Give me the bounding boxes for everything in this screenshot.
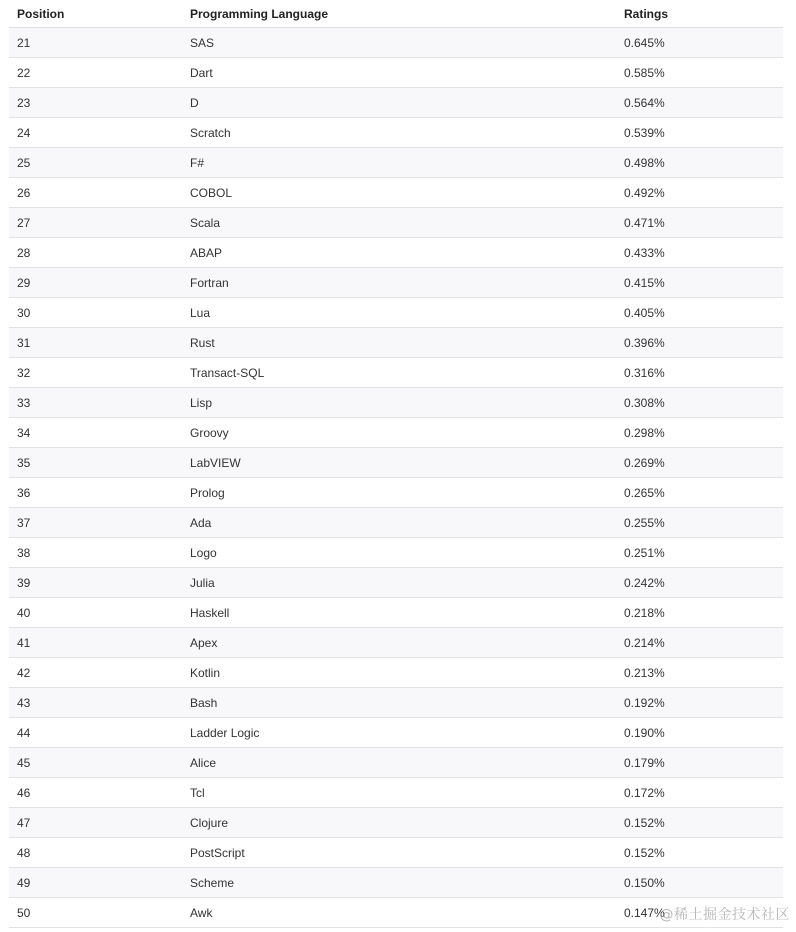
cell-rating: 0.396% bbox=[624, 335, 665, 350]
cell-language: Fortran bbox=[190, 275, 229, 290]
cell-rating: 0.172% bbox=[624, 785, 665, 800]
cell-language: Scala bbox=[190, 215, 221, 230]
header-position[interactable]: Position bbox=[17, 6, 65, 21]
cell-language: D bbox=[190, 95, 199, 110]
cell-language: Awk bbox=[190, 905, 213, 920]
cell-rating: 0.269% bbox=[624, 455, 665, 470]
table-row bbox=[9, 118, 783, 148]
cell-position: 47 bbox=[17, 815, 31, 830]
cell-language: Haskell bbox=[190, 605, 230, 620]
cell-rating: 0.405% bbox=[624, 305, 665, 320]
table-row bbox=[9, 538, 783, 568]
cell-language: Ladder Logic bbox=[190, 725, 260, 740]
cell-position: 45 bbox=[17, 755, 31, 770]
table-row bbox=[9, 808, 783, 838]
cell-rating: 0.152% bbox=[624, 815, 665, 830]
watermark: @稀土掘金技术社区 bbox=[659, 907, 790, 923]
cell-language: Logo bbox=[190, 545, 217, 560]
cell-language: Julia bbox=[190, 575, 215, 590]
cell-position: 38 bbox=[17, 545, 31, 560]
cell-rating: 0.251% bbox=[624, 545, 665, 560]
cell-rating: 0.242% bbox=[624, 575, 665, 590]
cell-language: Alice bbox=[190, 755, 217, 770]
table-row bbox=[9, 448, 783, 478]
cell-rating: 0.214% bbox=[624, 635, 665, 650]
cell-position: 49 bbox=[17, 875, 31, 890]
cell-language: Tcl bbox=[190, 785, 205, 800]
cell-rating: 0.218% bbox=[624, 605, 665, 620]
cell-position: 21 bbox=[17, 35, 31, 50]
cell-language: PostScript bbox=[190, 845, 245, 860]
table-row bbox=[9, 28, 783, 58]
cell-position: 28 bbox=[17, 245, 31, 260]
table-row bbox=[9, 238, 783, 268]
cell-language: Bash bbox=[190, 695, 218, 710]
cell-rating: 0.213% bbox=[624, 665, 665, 680]
cell-position: 27 bbox=[17, 215, 31, 230]
cell-language: Prolog bbox=[190, 485, 225, 500]
cell-rating: 0.471% bbox=[624, 215, 665, 230]
cell-position: 50 bbox=[17, 905, 31, 920]
cell-position: 22 bbox=[17, 65, 31, 80]
table-row bbox=[9, 148, 783, 178]
cell-position: 33 bbox=[17, 395, 31, 410]
cell-language: SAS bbox=[190, 35, 215, 50]
ratings-table bbox=[9, 0, 783, 928]
cell-language: Ada bbox=[190, 515, 212, 530]
table-row bbox=[9, 778, 783, 808]
cell-position: 43 bbox=[17, 695, 31, 710]
table-row bbox=[9, 718, 783, 748]
table-row bbox=[9, 268, 783, 298]
table-row bbox=[9, 58, 783, 88]
cell-position: 34 bbox=[17, 425, 31, 440]
table-header-row bbox=[9, 0, 783, 28]
table-row bbox=[9, 508, 783, 538]
cell-language: Scheme bbox=[190, 875, 235, 890]
cell-rating: 0.190% bbox=[624, 725, 665, 740]
header-ratings[interactable]: Ratings bbox=[624, 6, 669, 21]
cell-position: 39 bbox=[17, 575, 31, 590]
cell-rating: 0.308% bbox=[624, 395, 665, 410]
table-row bbox=[9, 598, 783, 628]
cell-position: 30 bbox=[17, 305, 31, 320]
cell-position: 25 bbox=[17, 155, 31, 170]
table-row bbox=[9, 658, 783, 688]
table-row bbox=[9, 478, 783, 508]
cell-language: Transact-SQL bbox=[190, 365, 265, 380]
table-row bbox=[9, 328, 783, 358]
cell-position: 26 bbox=[17, 185, 31, 200]
table-row bbox=[9, 388, 783, 418]
cell-rating: 0.298% bbox=[624, 425, 665, 440]
cell-rating: 0.147% bbox=[624, 905, 665, 920]
cell-language: LabVIEW bbox=[190, 455, 241, 470]
table-row bbox=[9, 688, 783, 718]
cell-position: 37 bbox=[17, 515, 31, 530]
table-row bbox=[9, 358, 783, 388]
cell-rating: 0.492% bbox=[624, 185, 665, 200]
cell-rating: 0.179% bbox=[624, 755, 665, 770]
cell-rating: 0.316% bbox=[624, 365, 665, 380]
cell-language: Kotlin bbox=[190, 665, 221, 680]
cell-language: Apex bbox=[190, 635, 218, 650]
cell-position: 29 bbox=[17, 275, 31, 290]
cell-rating: 0.498% bbox=[624, 155, 665, 170]
cell-position: 24 bbox=[17, 125, 31, 140]
cell-rating: 0.564% bbox=[624, 95, 665, 110]
cell-rating: 0.415% bbox=[624, 275, 665, 290]
table-row bbox=[9, 418, 783, 448]
cell-language: Lisp bbox=[190, 395, 213, 410]
table-row bbox=[9, 178, 783, 208]
cell-rating: 0.585% bbox=[624, 65, 665, 80]
cell-rating: 0.265% bbox=[624, 485, 665, 500]
cell-language: Dart bbox=[190, 65, 213, 80]
cell-rating: 0.192% bbox=[624, 695, 665, 710]
cell-language: Rust bbox=[190, 335, 215, 350]
cell-rating: 0.539% bbox=[624, 125, 665, 140]
cell-position: 40 bbox=[17, 605, 31, 620]
table-row bbox=[9, 568, 783, 598]
cell-position: 35 bbox=[17, 455, 31, 470]
cell-language: Groovy bbox=[190, 425, 229, 440]
header-programming-language[interactable]: Programming Language bbox=[190, 6, 329, 21]
table-row bbox=[9, 88, 783, 118]
cell-position: 31 bbox=[17, 335, 31, 350]
table-row bbox=[9, 838, 783, 868]
table-row bbox=[9, 628, 783, 658]
table-body bbox=[9, 28, 783, 928]
cell-position: 32 bbox=[17, 365, 31, 380]
cell-language: Lua bbox=[190, 305, 211, 320]
cell-position: 23 bbox=[17, 95, 31, 110]
cell-position: 36 bbox=[17, 485, 31, 500]
cell-language: COBOL bbox=[190, 185, 233, 200]
cell-position: 42 bbox=[17, 665, 31, 680]
table-row bbox=[9, 748, 783, 778]
table-row bbox=[9, 208, 783, 238]
cell-language: Clojure bbox=[190, 815, 229, 830]
cell-position: 44 bbox=[17, 725, 31, 740]
cell-position: 41 bbox=[17, 635, 31, 650]
cell-language: ABAP bbox=[190, 245, 223, 260]
cell-language: Scratch bbox=[190, 125, 231, 140]
cell-position: 48 bbox=[17, 845, 31, 860]
table-row bbox=[9, 868, 783, 898]
table-row bbox=[9, 298, 783, 328]
cell-rating: 0.152% bbox=[624, 845, 665, 860]
cell-rating: 0.255% bbox=[624, 515, 665, 530]
cell-language: F# bbox=[190, 155, 205, 170]
cell-position: 46 bbox=[17, 785, 31, 800]
cell-rating: 0.645% bbox=[624, 35, 665, 50]
cell-rating: 0.150% bbox=[624, 875, 665, 890]
cell-rating: 0.433% bbox=[624, 245, 665, 260]
